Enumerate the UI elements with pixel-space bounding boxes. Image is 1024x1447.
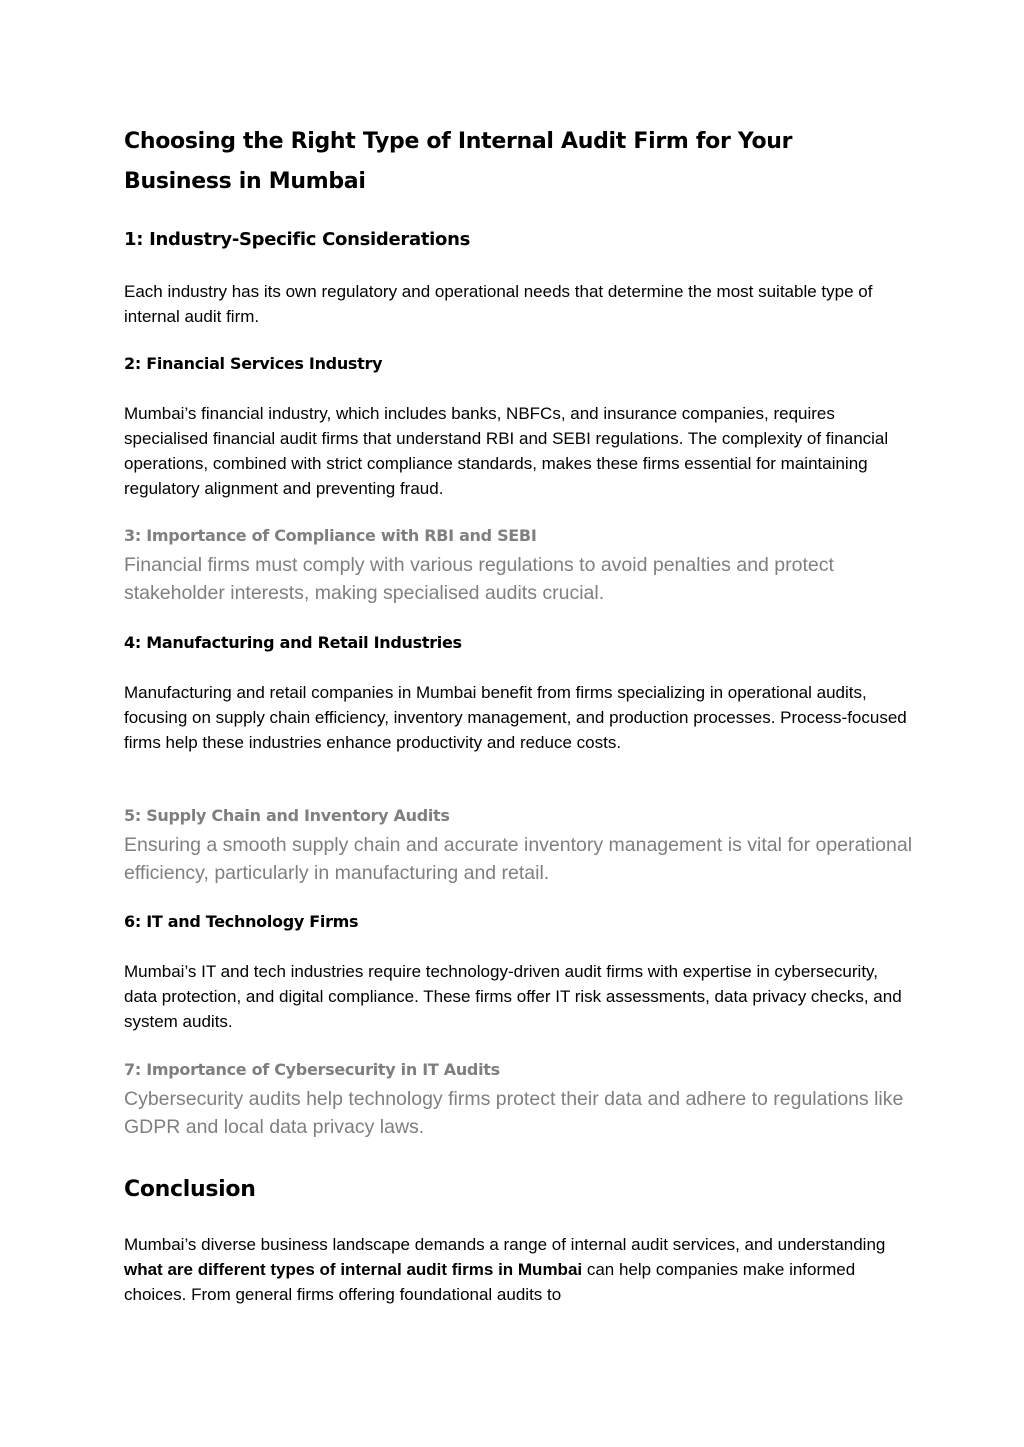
document-title: Choosing the Right Type of Internal Audit Firm for Your Business in Mumbai [124,129,793,194]
section-body-supply-chain-audits: Ensuring a smooth supply chain and accurate inventory management is vital for operational efficiency, particularly in manufacturing and retail. [124,834,913,884]
conclusion-text-start: Mumbai’s diverse business landscape demands a range of internal audit services, and understanding [124,1235,886,1254]
section-body-cybersecurity: Cybersecurity audits help technology firms protect their data and adhere to regulations like GDPR and local data privacy laws. [124,1088,904,1138]
section-body-it-technology: Mumbai’s IT and tech industries require technology-driven audit firms with expertise in cybersecurity, data protection, and digital compliance. These firms offer IT risk assessments, data privacy checks, and system audits. [124,962,902,1031]
section-heading-financial-services: 2: Financial Services Industry [124,354,383,373]
section-body-financial-services: Mumbai’s financial industry, which includes banks, NBFCs, and insurance companies, requires specialised financial audit firms that understand RBI and SEBI regulations. The complexity of financial operations, combined with strict compliance standards, makes these firms essential for maintaining regulatory alignment and preventing fraud. [124,404,889,498]
conclusion-body [124,1232,914,1307]
section-body-manufacturing-retail: Manufacturing and retail companies in Mumbai benefit from firms specializing in operational audits, focusing on supply chain efficiency, inventory management, and production processes. Process-focused firms help these industries enhance productivity and reduce costs. [124,683,907,752]
section-heading-manufacturing-retail: 4: Manufacturing and Retail Industries [124,633,462,652]
conclusion-keyword-phrase: what are different types of internal audit firms in Mumbai [124,1260,583,1279]
conclusion-heading: Conclusion [124,1177,256,1202]
section-heading-rbi-sebi-compliance: 3: Importance of Compliance with RBI and SEBI [124,526,537,545]
conclusion-text-end: can help companies make informed choices. From general firms offering foundational audits to [124,1260,856,1304]
section-body-rbi-sebi-compliance: Financial firms must comply with various regulations to avoid penalties and protect stakeholder interests, making specialised audits crucial. [124,554,834,604]
section-heading-it-technology: 6: IT and Technology Firms [124,912,359,931]
section-heading-supply-chain-audits: 5: Supply Chain and Inventory Audits [124,806,450,825]
section-heading-industry-specific: 1: Industry-Specific Considerations [124,229,470,250]
section-heading-cybersecurity: 7: Importance of Cybersecurity in IT Audits [124,1060,500,1079]
section-body-industry-specific: Each industry has its own regulatory and operational needs that determine the most suitable type of internal audit firm. [124,282,873,326]
